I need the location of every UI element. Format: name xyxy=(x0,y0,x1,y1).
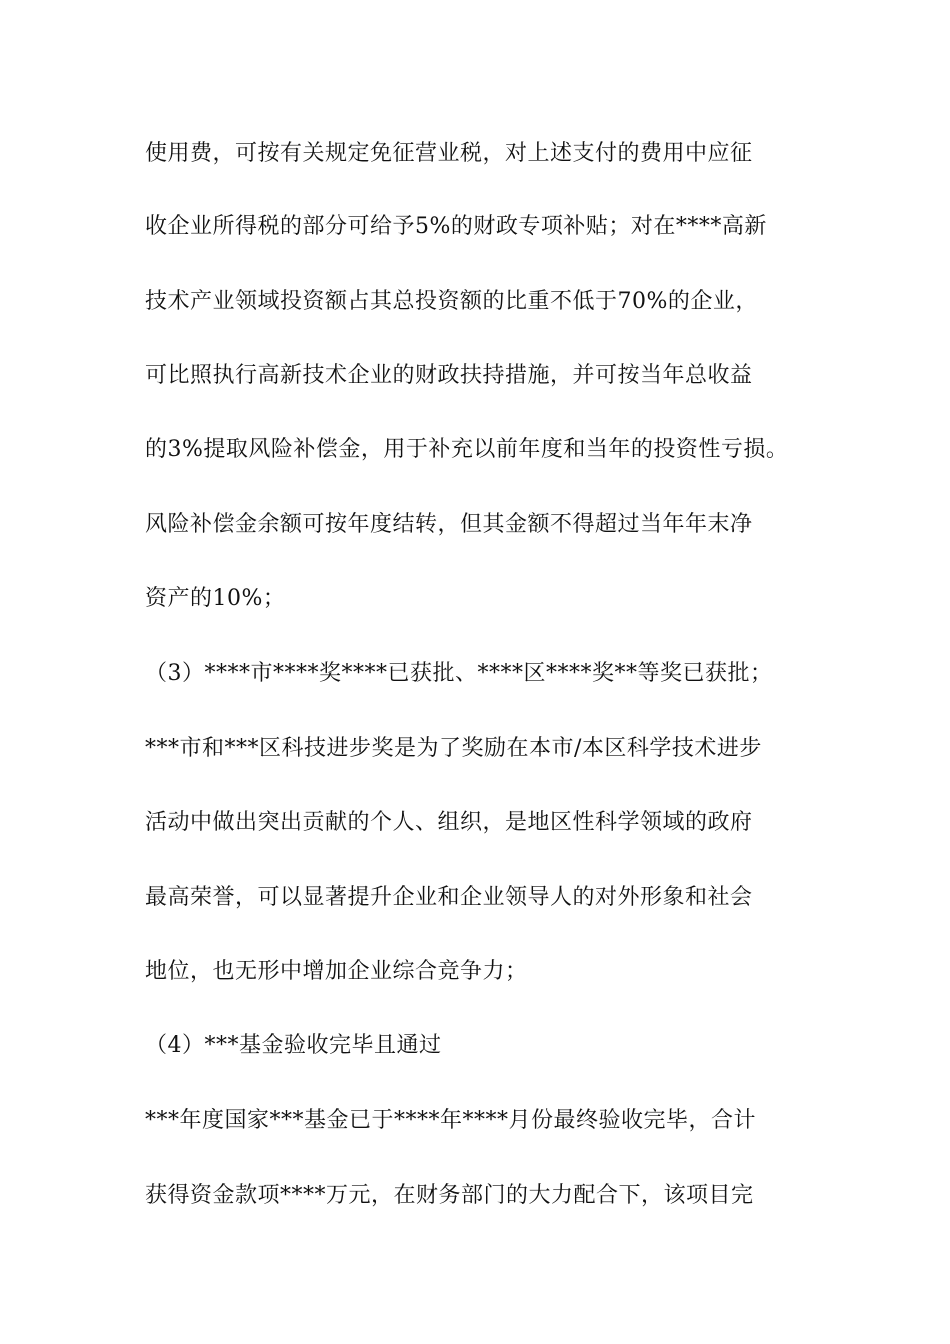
text-line: 获得资金款项****万元，在财务部门的大力配合下，该项目完 xyxy=(145,1183,754,1208)
text-line: 技术产业领域投资额占其总投资额的比重不低于70%的企业， xyxy=(145,289,758,314)
text-line: 风险补偿金余额可按年度结转，但其金额不得超过当年年末净 xyxy=(145,512,753,537)
text-line: 资产的10%； xyxy=(145,586,286,611)
list-heading-4: （4）***基金验收完毕且通过 xyxy=(145,1033,442,1058)
text-line: 可比照执行高新技术企业的财政扶持措施，并可按当年总收益 xyxy=(145,363,753,388)
text-line: 使用费，可按有关规定免征营业税，对上述支付的费用中应征 xyxy=(145,141,753,166)
text-line: 最高荣誉，可以显著提升企业和企业领导人的对外形象和社会 xyxy=(145,885,753,910)
text-line: 活动中做出突出贡献的个人、组织，是地区性科学领域的政府 xyxy=(145,810,753,835)
text-line: ***市和***区科技进步奖是为了奖励在本市/本区科学技术进步 xyxy=(145,736,762,761)
text-line: 收企业所得税的部分可给予5%的财政专项补贴；对在****高新 xyxy=(145,214,767,239)
text-line: 的3%提取风险补偿金，用于补充以前年度和当年的投资性亏损。 xyxy=(145,437,789,462)
list-heading-3: （3）****市****奖****已获批、****区****奖**等奖已获批； xyxy=(145,661,773,686)
text-line: 地位，也无形中增加企业综合竞争力； xyxy=(145,959,528,984)
text-line: ***年度国家***基金已于****年****月份最终验收完毕，合计 xyxy=(145,1108,757,1133)
